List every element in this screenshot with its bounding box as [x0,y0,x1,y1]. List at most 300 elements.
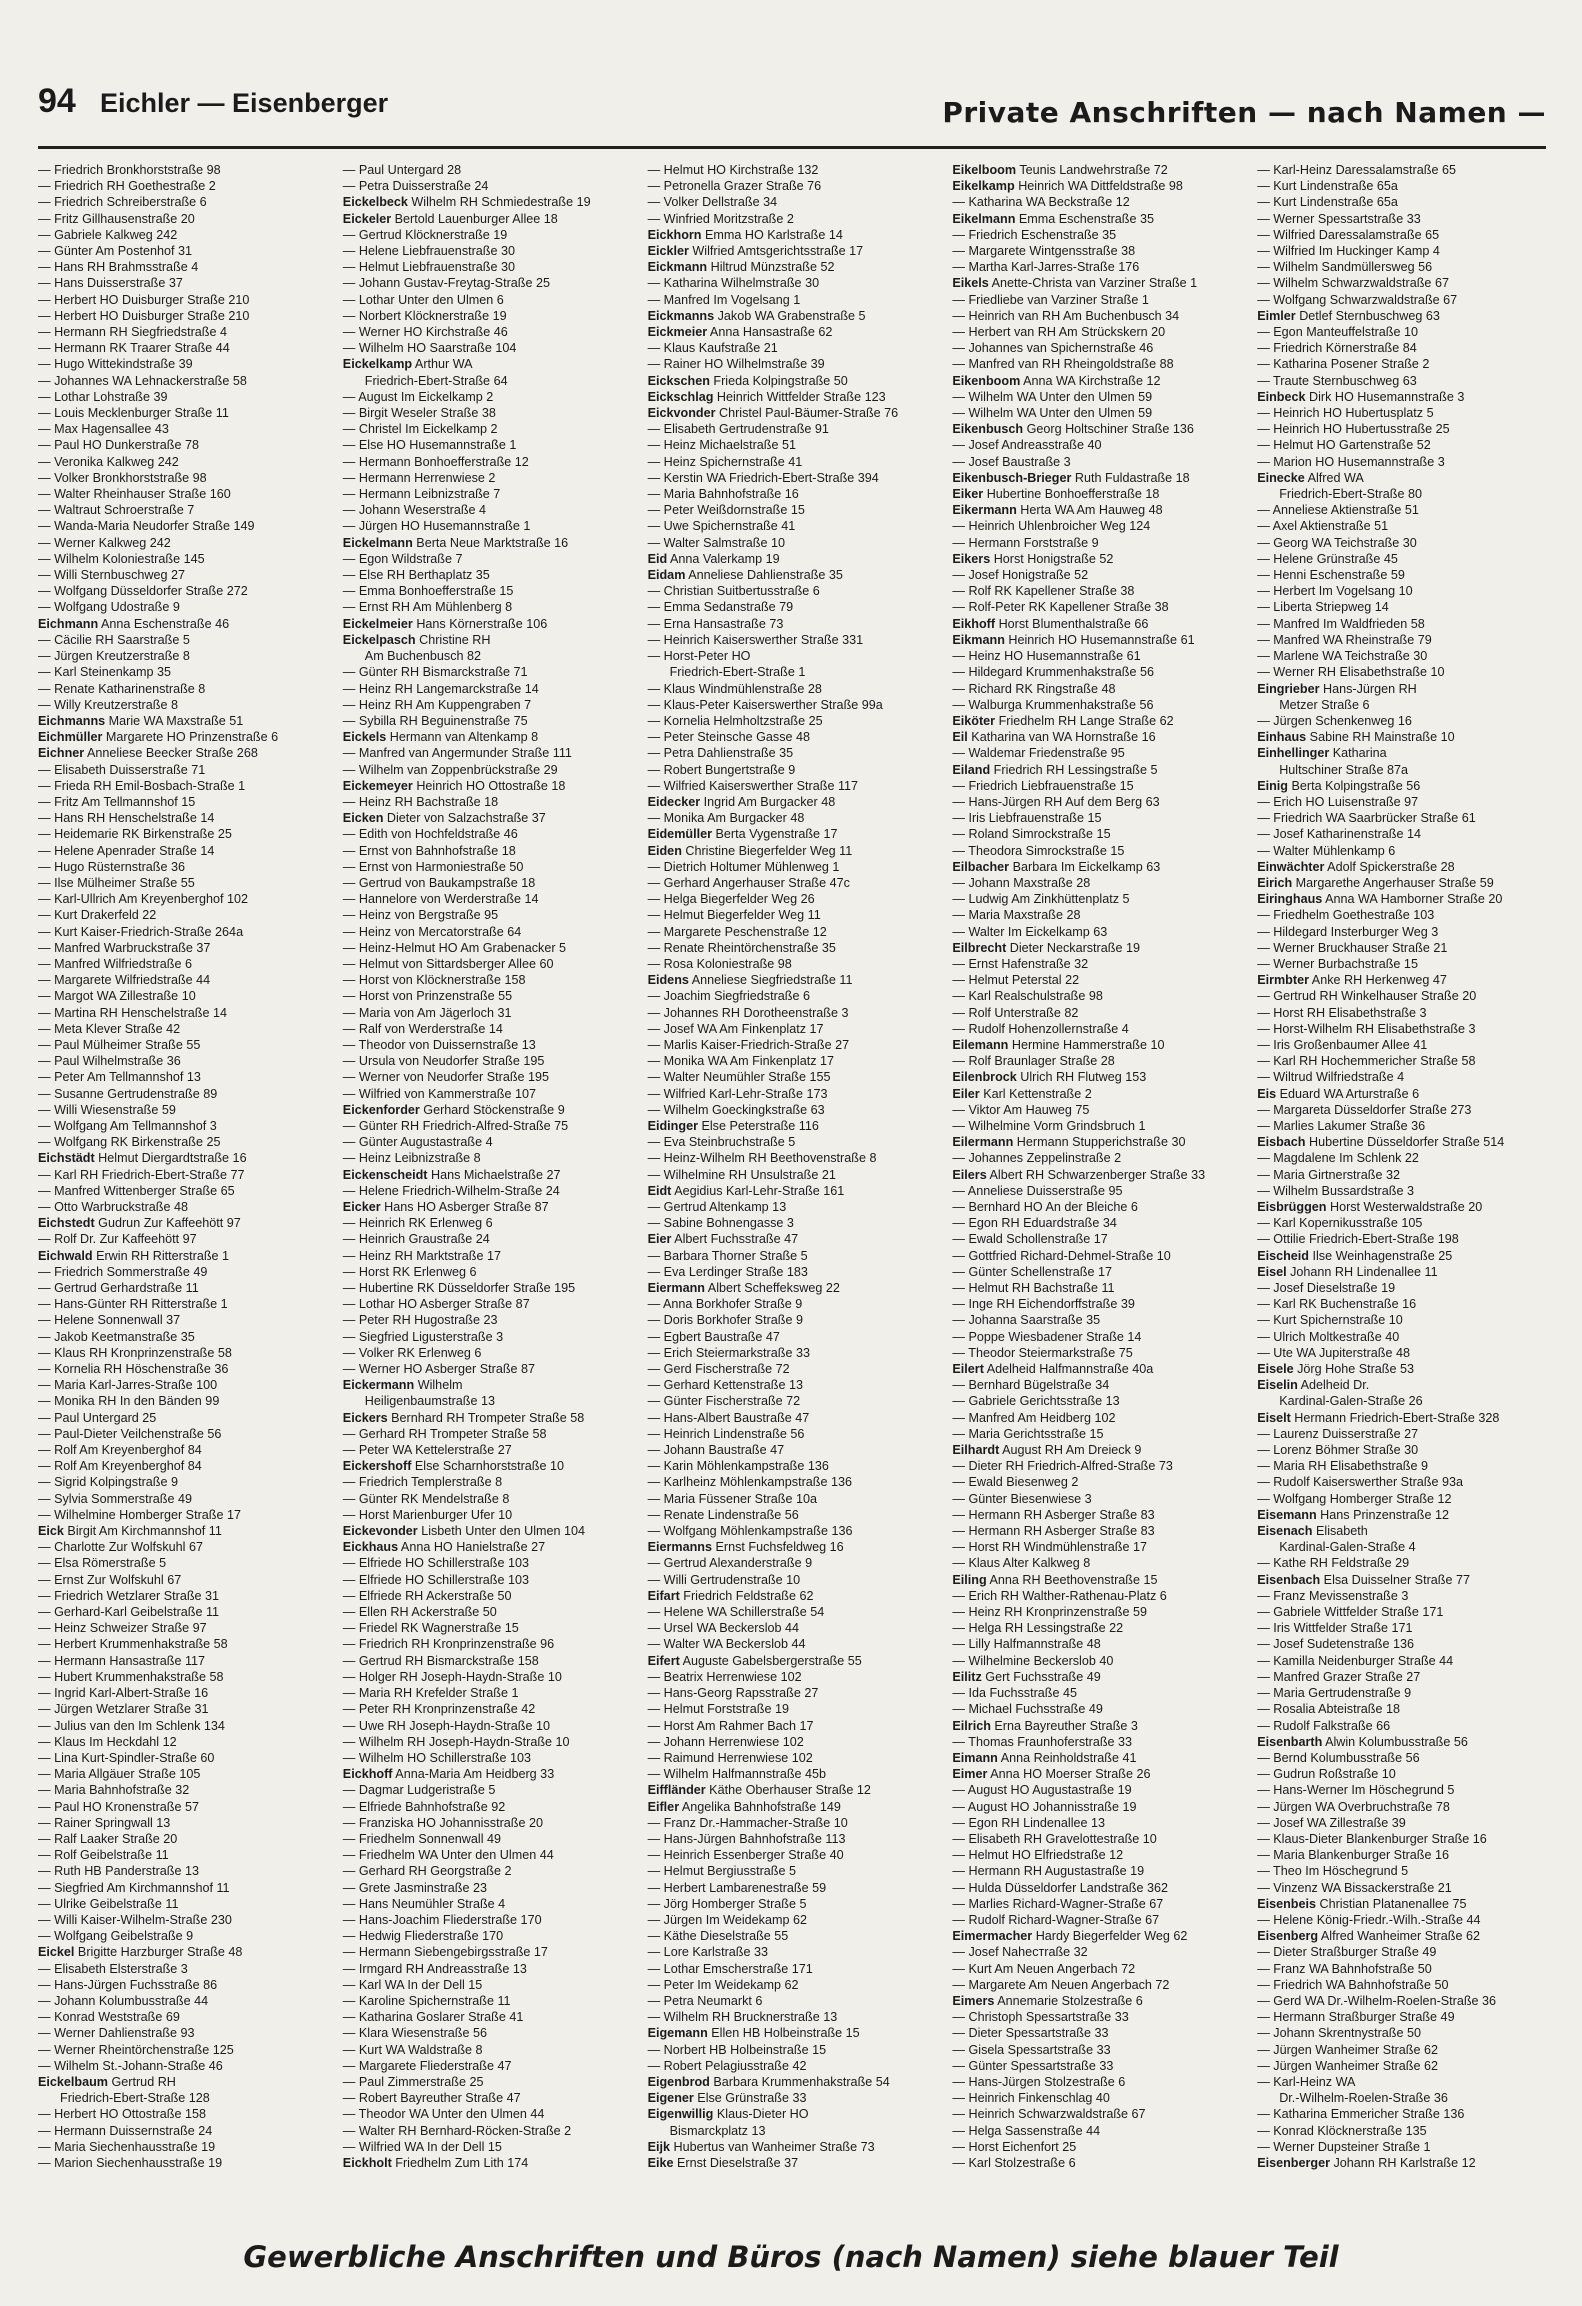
directory-entry: — Maria Blankenburger Straße 16 [1257,1848,1449,1863]
directory-entry: — Friedliebe van Varziner Straße 1 [952,292,1149,307]
surname-entry: Eickelpasch Christine RH [342,632,491,647]
directory-entry: — Norbert HB Holbeinstraße 15 [647,2042,827,2057]
directory-entry: — Charlotte Zur Wolfskuhl 67 [38,1540,203,1555]
directory-entry: — Friedrich Sommerstraße 49 [38,1264,208,1279]
directory-entry: — Josef Dieselstraße 19 [1257,1281,1396,1296]
directory-entry: — Heinrich HO Hubertusplatz 5 [1257,406,1434,421]
directory-entry: — Hermann Siebengebirgsstraße 17 [342,1945,548,1960]
directory-entry: — Friedhelm Goethestraße 103 [1257,908,1435,923]
directory-entry: — Hermann Duissernstraße 24 [38,2123,213,2138]
directory-entry: — Eva Steinbruchstraße 5 [647,1135,796,1150]
directory-entry: — Christel Im Eickelkamp 2 [342,422,498,437]
directory-entry: — Kerstin WA Friedrich-Ebert-Straße 394 [647,470,879,485]
directory-entry: — Johanna Saarstraße 35 [952,1313,1101,1328]
directory-entry: — Herbert HO Duisburger Straße 210 [38,292,250,307]
surname-entry: Eifler Angelika Bahnhofstraße 149 [647,1799,841,1814]
directory-entry: — Marion HO Husemannstraße 3 [1257,454,1445,469]
surname-entry: Eigenbrod Barbara Krummenhakstraße 54 [647,2074,890,2089]
directory-entry: — Monika WA Am Finkenplatz 17 [647,1054,835,1069]
directory-entry: — Horst von Prinzenstraße 55 [342,989,513,1004]
directory-entry: — Johann Maxstraße 28 [952,875,1091,890]
surname-entry: Eikelkamp Heinrich WA Dittfeldstraße 98 [952,179,1183,194]
directory-entry: — Ida Fuchsstraße 45 [952,1686,1077,1701]
directory-entry: — Hermann RH Augustastraße 19 [952,1864,1145,1879]
directory-entry: — Holger RH Joseph-Haydn-Straße 10 [342,1669,562,1684]
surname: Eiringhaus [1257,892,1323,907]
directory-entry: — Gertrud RH Bismarckstraße 158 [342,1653,539,1668]
directory-entry: — Werner Kalkweg 242 [38,535,171,550]
surname: Eikmann [952,632,1005,647]
directory-entry: — Richard RK Ringstraße 48 [952,681,1116,696]
surname-entry: Eickmeier Anna Hansastraße 62 [647,325,833,340]
directory-entry: — Egon RH Lindenallee 13 [952,1815,1106,1830]
directory-entry: — Johannes Zeppelinstraße 2 [952,1151,1122,1166]
surname: Eiermanns [647,1540,712,1555]
directory-entry: — Gertrud Klöcknerstraße 19 [342,227,508,242]
directory-entry: — Edith von Hochfeldstraße 46 [342,827,518,842]
directory-entry: — Paul Wilhelmstraße 36 [38,1054,181,1069]
directory-entry: — Volker RK Erlenweg 6 [342,1345,482,1360]
directory-entry: — Gerhard Angerhauser Straße 47c [647,875,850,890]
directory-entry: — Klara Wiesenstraße 56 [342,2026,487,2041]
directory-entry: — August HO Johannisstraße 19 [952,1799,1137,1814]
surname-entry: Eichmanns Marie WA Maxstraße 51 [38,713,244,728]
directory-entry: — Werner Dahlienstraße 93 [38,2026,195,2041]
directory-entry: — Horst Eichenfort 25 [952,2139,1077,2154]
directory-entry: — Hans-Günter RH Ritterstraße 1 [38,1297,228,1312]
directory-entry: — Peter Im Weidekamp 62 [647,1977,799,1992]
directory-entry: — Egon Manteuffelstraße 10 [1257,325,1418,340]
directory-entry: — Waldemar Friedenstraße 95 [952,746,1125,761]
directory-entry: — Paul Zimmerstraße 25 [342,2074,484,2089]
surname: Eickelmeier [342,616,413,631]
directory-entry: — Monika RH In den Bänden 99 [38,1394,220,1409]
directory-entry: — Hugo Rüsternstraße 36 [38,859,185,874]
surname: Eimermacher [952,1929,1033,1944]
directory-entry: — Margarete Fliederstraße 47 [342,2058,512,2073]
directory-entry: — Manfred van RH Rheingoldstraße 88 [952,357,1174,372]
directory-entry: — Renate Katharinenstraße 8 [38,681,206,696]
directory-entry: — Karl-Heinz Daressalamstraße 65 [1257,163,1456,177]
surname-entry: Eiffländer Käthe Oberhauser Straße 12 [647,1783,871,1798]
directory-entry: — Jürgen Im Weidekamp 62 [647,1912,807,1927]
directory-entry: — Wilfried Karl-Lehr-Straße 173 [647,1086,828,1101]
directory-entry: — Robert Bungertstraße 9 [647,762,796,777]
directory-entry: — Wolfgang Möhlenkampstraße 136 [647,1524,853,1539]
surname: Eickmanns [647,308,715,323]
surname-entry: Eikermann Herta WA Am Hauweg 48 [952,503,1163,518]
directory-entry: — Max Hagensallee 43 [38,422,169,437]
directory-entry: — Gerhard Kettenstraße 13 [647,1378,803,1393]
surname-entry: Eickmanns Jakob WA Grabenstraße 5 [647,308,866,323]
directory-entry: — Hermann Straßburger Straße 49 [1257,2010,1455,2025]
directory-entry: — Friedrich Schreiberstraße 6 [38,195,207,210]
directory-entry: — Willi Sternbuschweg 27 [38,568,185,583]
directory-entry: — Gerhard RH Georgstraße 2 [342,1864,512,1879]
surname-entry: Eichwald Erwin RH Ritterstraße 1 [38,1248,230,1263]
surname-entry: Eickenforder Gerhard Stöckenstraße 9 [342,1102,565,1117]
surname: Eikels [952,276,989,291]
surname-entry: Eikenbusch-Brieger Ruth Fuldastraße 18 [952,470,1190,485]
directory-entry: — Horst-Wilhelm RH Elisabethstraße 3 [1257,1021,1476,1036]
directory-entry: — Poppe Wiesbadener Straße 14 [952,1329,1142,1344]
surname-entry: Eirich Margarethe Angerhauser Straße 59 [1257,875,1494,890]
surname: Eicken [342,811,384,826]
directory-entry: — Günter RH Friedrich-Alfred-Straße 75 [342,1118,569,1133]
surname-entry: Eiermanns Ernst Fuchsfeldweg 16 [647,1540,844,1555]
directory-entry: — Rolf Dr. Zur Kaffeehött 97 [38,1232,197,1247]
surname: Eid [647,551,668,566]
entry-continuation: Dr.-Wilhelm-Roelen-Straße 36 [1279,2091,1448,2106]
directory-entry: — Jürgen Schenkenweg 16 [1257,713,1412,728]
page-header [38,82,1546,138]
surname-entry: Einhellinger Katharina [1257,746,1387,761]
surname: Eiling [952,1572,987,1587]
directory-entry: — Katharina Goslarer Straße 41 [342,2010,524,2025]
directory-entry: — Gertrud von Baukampstraße 18 [342,875,536,890]
directory-entry: — Friedhelm Sonnenwall 49 [342,1831,501,1846]
directory-entry: — Ursel WA Beckerslob 44 [647,1621,800,1636]
directory-entry: — Theodor von Duissernstraße 13 [342,1037,536,1052]
directory-entry: — Rosalia Abteistraße 18 [1257,1702,1400,1717]
surname: Eickler [647,244,689,259]
directory-entry: — Roland Simrockstraße 15 [952,827,1111,842]
directory-entry: — Johannes WA Lehnackerstraße 58 [38,373,247,388]
surname: Eickhorn [647,227,702,242]
surname: Eischeid [1257,1248,1309,1263]
directory-entry: — Horst-Peter HO [647,649,751,664]
directory-entry: — Manfred Im Waldfrieden 58 [1257,616,1425,631]
header-section-title: Private Anschriften — nach Namen — [942,96,1546,129]
directory-entry: — Friedrich Wetzlarer Straße 31 [38,1588,220,1603]
directory-entry: — Katharina Posener Straße 2 [1257,357,1430,372]
directory-entry: — Helene Apenrader Straße 14 [38,843,215,858]
directory-entry: — Margareta Düsseldorfer Straße 273 [1257,1102,1472,1117]
directory-entry: — Heinz Spichernstraße 41 [647,454,803,469]
directory-entry: — Dagmar Ludgeristraße 5 [342,1783,496,1798]
surname: Eikenbusch [952,422,1024,437]
directory-entry: — Kurt Lindenstraße 65a [1257,179,1398,194]
directory-entry: — Margot WA Zillestraße 10 [38,989,196,1004]
directory-entry: — Theodor WA Unter den Ulmen 44 [342,2107,545,2122]
directory-entry: — Gerd WA Dr.-Wilhelm-Roelen-Straße 36 [1257,1993,1497,2008]
directory-entry: — Winfried Moritzstraße 2 [647,211,794,226]
surname-entry: Eifart Friedrich Feldstraße 62 [647,1588,814,1603]
surname-entry: Eigemann Ellen HB Holbeinstraße 15 [647,2026,860,2041]
page-number: 94 [38,82,76,120]
surname: Eickermann [342,1378,415,1393]
directory-entry: — Kurt WA Waldstraße 8 [342,2042,483,2057]
directory-entry: — Margarete Wilfriedstraße 44 [38,973,211,988]
directory-entry: — Ernst von Harmoniestraße 50 [342,859,524,874]
directory-entry: — Konrad Weststraße 69 [38,2010,180,2025]
directory-entry: — Heinrich Finkenschlag 40 [952,2091,1110,2106]
surname-entry: Eickvonder Christel Paul-Bäumer-Straße 76 [647,406,899,421]
directory-entry: — Anna Borkhofer Straße 9 [647,1297,803,1312]
surname-entry: Eicker Hans HO Asberger Straße 87 [342,1200,549,1214]
surname-entry: Eickel Brigitte Harzburger Straße 48 [38,1945,243,1960]
directory-entry: — Else RH Berthaplatz 35 [342,568,490,583]
directory-entry: — Maria Gerichtsstraße 15 [952,1426,1104,1441]
surname: Eil [952,730,968,745]
surname: Eickholt [342,2155,392,2170]
directory-entry: — Laurenz Duisserstraße 27 [1257,1426,1419,1441]
surname: Eisele [1257,1362,1294,1377]
surname-entry: Eilrich Erna Bayreuther Straße 3 [952,1718,1138,1733]
surname-entry: Eirmbter Anke RH Herkenweg 47 [1257,973,1447,988]
directory-entry: — Lorenz Böhmer Straße 30 [1257,1443,1419,1458]
directory-entry: — Horst RH Elisabethstraße 3 [1257,1005,1427,1020]
directory-entry: — Maria von Am Jägerloch 31 [342,1005,512,1020]
directory-entry: — Wiltrud Wilfriedstraße 4 [1257,1070,1405,1085]
directory-entry: — Gertrud RH Winkelhauser Straße 20 [1257,989,1477,1004]
directory-entry: — Iris Großenbaumer Allee 41 [1257,1037,1428,1052]
surname-entry: Einwächter Adolf Spickerstraße 28 [1257,859,1455,874]
directory-entry: — Manfred Im Vogelsang 1 [647,292,801,307]
surname: Eier [647,1232,672,1247]
directory-entry: — Gabriele Gerichtsstraße 13 [952,1394,1120,1409]
surname: Eickenscheidt [342,1167,428,1182]
directory-entry: — Helene WA Schillerstraße 54 [647,1605,825,1620]
directory-entry: — Ottilie Friedrich-Ebert-Straße 198 [1257,1232,1459,1247]
directory-entry: — Ernst von Bahnhofstraße 18 [342,843,516,858]
surname: Eiselin [1257,1378,1298,1393]
directory-entry: — Werner Dupsteiner Straße 1 [1257,2139,1431,2154]
directory-entry: — Katharina Emmericher Straße 136 [1257,2107,1465,2122]
surname-entry: Eickelkamp Arthur WA [342,357,473,372]
surname-entry: Eidemüller Berta Vygenstraße 17 [647,827,838,842]
directory-entry: — Friedhelm WA Unter den Ulmen 44 [342,1848,554,1863]
surname: Eidt [647,1183,672,1198]
surname: Eickvonder [647,406,716,421]
directory-entry: — Wilfried Kaiserswerther Straße 117 [647,778,859,793]
directory-entry: — Heinz HO Husemannstraße 61 [952,649,1141,664]
directory-entry: — Hans-Georg Rapsstraße 27 [647,1686,819,1701]
directory-entry: — Ernst Zur Wolfskuhl 67 [38,1572,182,1587]
directory-entry: — Friedrich WA Saarbrücker Straße 61 [1257,811,1476,826]
directory-entry: — Wolfgang Udostraße 9 [38,600,180,615]
directory-entry: — Josef WA Am Finkenplatz 17 [647,1021,824,1036]
directory-entry: — Wilhelm Goeckingkstraße 63 [647,1102,825,1117]
surname: Eickenforder [342,1102,420,1117]
directory-entry: — Klaus Alter Kalkweg 8 [952,1556,1091,1571]
directory-entry: — Martina RH Henschelstraße 14 [38,1005,227,1020]
directory-entry: — Hedwig Fliederstraße 170 [342,1929,504,1944]
directory-column-5 [1257,162,1546,2171]
directory-entry: — Renate Lindenstraße 56 [647,1507,799,1522]
surname-entry: Eichmann Anna Eschenstraße 46 [38,616,230,631]
surname: Eickschen [647,373,710,388]
directory-entry: — Ernst RH Am Mühlenberg 8 [342,600,513,615]
directory-entry: — Veronika Kalkweg 242 [38,454,179,469]
directory-entry: — Wolfgang Düsseldorfer Straße 272 [38,584,248,599]
directory-entry: — Erna Hansastraße 73 [647,616,784,631]
directory-entry: — Ulrike Geibelstraße 11 [38,1896,179,1911]
directory-entry: — Anneliese Duisserstraße 95 [952,1183,1123,1198]
directory-entry: — Wilhelmine Homberger Straße 17 [38,1507,241,1522]
directory-entry: — Sabine Bohnengasse 3 [647,1216,794,1231]
directory-entry: — Paul-Dieter Veilchenstraße 56 [38,1426,222,1441]
surname: Eilenbrock [952,1070,1017,1085]
directory-entry: — Ernst Hafenstraße 32 [952,956,1089,971]
surname: Eiffländer [647,1783,706,1798]
surname-entry: Eilemann Hermine Hammerstraße 10 [952,1037,1165,1052]
surname-entry: Eikenbusch Georg Holtschiner Straße 136 [952,422,1194,437]
directory-entry: — Wilhelmine Beckerslob 40 [952,1653,1114,1668]
directory-entry: — Hans Neumühler Straße 4 [342,1896,506,1911]
surname: Eifart [647,1588,680,1603]
directory-entry: — Vinzenz WA Bissackerstraße 21 [1257,1880,1452,1895]
directory-entry: — Maria Bahnhofstraße 32 [38,1783,190,1798]
directory-entry: — Elfriede RH Ackerstraße 50 [342,1588,512,1603]
directory-entry: — Herbert HO Duisburger Straße 210 [38,308,250,323]
directory-entry: — Klaus RH Kronprinzenstraße 58 [38,1345,232,1360]
surname-entry: Eifert Auguste Gabelsbergerstraße 55 [647,1653,862,1668]
surname: Eilert [952,1362,984,1377]
directory-entry: — Elisabeth Gertrudenstraße 91 [647,422,829,437]
directory-entry: — Raimund Herrenwiese 102 [647,1750,813,1765]
directory-entry: — Paul Mülheimer Straße 55 [38,1037,201,1052]
directory-entry: — Margarete Peschenstraße 12 [647,924,827,939]
directory-entry: — Franz Mevissenstraße 3 [1257,1588,1409,1603]
surname-entry: Eickels Hermann van Altenkamp 8 [342,730,539,745]
surname-entry: Eisenbach Elsa Duisselner Straße 77 [1257,1572,1470,1587]
surname: Eickelbaum [38,2074,108,2089]
directory-entry: — Manfred Grazer Straße 27 [1257,1669,1421,1684]
directory-entry: — Willi Wiesenstraße 59 [38,1102,176,1117]
directory-entry: — Uwe RH Joseph-Haydn-Straße 10 [342,1718,550,1733]
directory-entry: — Klaus-Peter Kaiserswerther Straße 99a [647,697,883,712]
directory-entry: — Hermann Bonhoefferstraße 12 [342,454,529,469]
directory-entry: — Gertrud Gerhardstraße 11 [38,1281,199,1296]
directory-entry: — Erich HO Luisenstraße 97 [1257,794,1419,809]
directory-entry: — Irmgard RH Andreasstraße 13 [342,1961,527,1976]
surname-entry: Eickelmann Berta Neue Marktstraße 16 [342,535,569,550]
entry-continuation: Friedrich-Ebert-Straße 80 [1279,487,1422,502]
surname-entry: Eidinger Else Peterstraße 116 [647,1118,819,1133]
surname-entry: Eier Albert Fuchsstraße 47 [647,1232,799,1247]
directory-entry: — Petra Neumarkt 6 [647,1993,763,2008]
directory-entry: — Waltraut Schroerstraße 7 [38,503,195,518]
directory-entry: — Karin Möhlenkampstraße 136 [647,1459,829,1474]
directory-entry: — Theo Im Höschegrund 5 [1257,1864,1409,1879]
directory-entry: — Hans-Jürgen RH Auf dem Berg 63 [952,794,1160,809]
directory-entry: — Wolfgang Am Tellmannshof 3 [38,1118,217,1133]
directory-entry: — Rainer Springwall 13 [38,1815,171,1830]
surname-entry: Eidecker Ingrid Am Burgacker 48 [647,794,836,809]
directory-entry: — Lore Karlstraße 33 [647,1945,768,1960]
directory-entry: — Hans Duisserstraße 37 [38,276,183,291]
directory-column-1 [38,162,327,2171]
directory-entry: — Josef Naheстraße 32 [952,1945,1088,1960]
directory-entry: — Emma Sedanstraße 79 [647,600,794,615]
surname-entry: Eiden Christine Biegerfelder Weg 11 [647,843,853,858]
directory-entry: — Theodora Simrockstraße 15 [952,843,1125,858]
directory-entry: — Friedrich Körnerstraße 84 [1257,341,1417,356]
surname-entry: Eischeid Ilse Weinhagenstraße 25 [1257,1248,1453,1263]
directory-entry: — Hans RH Brahmsstraße 4 [38,260,199,275]
directory-entry: — Maria Füssener Straße 10a [647,1491,817,1506]
directory-entry: — Egbert Baustraße 47 [647,1329,780,1344]
directory-entry: — Maria Gertrudenstraße 9 [1257,1686,1412,1701]
surname-entry: Eickeler Bertold Lauenburger Allee 18 [342,211,558,226]
directory-entry: — Sylvia Sommerstraße 49 [38,1491,192,1506]
directory-entry: — Rolf Geibelstraße 11 [38,1848,169,1863]
directory-entry: — Elfriede HO Schillerstraße 103 [342,1572,529,1587]
directory-entry: — Heinrich Schwarzwaldstraße 67 [952,2107,1146,2122]
directory-entry: — Josef Baustraße 3 [952,454,1071,469]
surname: Einecke [1257,470,1305,485]
surname: Eimler [1257,308,1296,323]
surname: Eickeler [342,211,392,226]
surname: Eikelmann [952,211,1016,226]
surname-entry: Eickhoff Anna-Maria Am Heidberg 33 [342,1767,555,1782]
directory-entry: — Gabriele Wittfelder Straße 171 [1257,1605,1444,1620]
directory-entry: — Peter RH Hugostraße 23 [342,1313,498,1328]
directory-entry: — Karl RK Buchenstraße 16 [1257,1297,1417,1312]
surname: Eikelboom [952,163,1017,177]
surname-entry: Eickschlag Heinrich Wittfelder Straße 123 [647,389,886,404]
directory-entry: — Wilhelm WA Unter den Ulmen 59 [952,389,1153,404]
header-rule [38,146,1546,149]
directory-entry: — Walter Salmstraße 10 [647,535,785,550]
surname: Eigener [647,2091,694,2106]
directory-entry: — Rolf Braunlager Straße 28 [952,1054,1115,1069]
directory-entry: — Robert Pelagiusstraße 42 [647,2058,807,2073]
directory-entry: — Günter Am Postenhof 31 [38,244,193,259]
directory-entry: — Heinrich Graustraße 24 [342,1232,490,1247]
surname-entry: Eiermann Albert Scheffeksweg 22 [647,1281,840,1296]
directory-entry: — Johann Herrenwiese 102 [647,1734,804,1749]
directory-entry: — Franz WA Bahnhofstraße 50 [1257,1961,1432,1976]
directory-entry: — Marlies Richard-Wagner-Straße 67 [952,1896,1164,1911]
directory-entry: — Jürgen HO Husemannstraße 1 [342,519,531,534]
directory-entry: — Sybilla RH Beguinenstraße 75 [342,713,528,728]
surname: Eisenberger [1257,2155,1330,2170]
surname: Eigemann [647,2026,708,2041]
directory-entry: — Ralf von Werderstraße 14 [342,1021,503,1036]
directory-entry: — Kornelia Helmholtzstraße 25 [647,713,823,728]
directory-entry: — Marlis Kaiser-Friedrich-Straße 27 [647,1037,850,1052]
directory-entry: — Josef Andreasstraße 40 [952,438,1102,453]
surname-entry: Eimer Anna HO Moerser Straße 26 [952,1767,1151,1782]
entry-continuation: Friedrich-Ebert-Straße 64 [364,373,508,388]
surname-entry: Eisel Johann RH Lindenallee 11 [1257,1264,1438,1279]
directory-entry: — Walter Rheinhauser Straße 160 [38,487,231,502]
surname-entry: Eiling Anna RH Beethovenstraße 15 [952,1572,1158,1587]
directory-entry: — Doris Borkhofer Straße 9 [647,1313,803,1328]
surname: Eisenach [1257,1524,1313,1539]
directory-entry: — Heinz-Wilhelm RH Beethovenstraße 8 [647,1151,877,1166]
surname-entry: Eimermacher Hardy Biegerfelder Weg 62 [952,1929,1188,1944]
directory-entry: — Dieter Straßburger Straße 49 [1257,1945,1437,1960]
directory-entry: — Erich RH Walther-Rathenau-Platz 6 [952,1588,1167,1603]
surname-entry: Eigener Else Grünstraße 33 [647,2091,807,2106]
surname-entry: Eiker Hubertine Bonhoefferstraße 18 [952,487,1160,502]
directory-entry: — Peter RH Kronprinzenstraße 42 [342,1702,536,1717]
surname: Eickelmann [342,535,413,550]
directory-entry: — Manfred Wittenberger Straße 65 [38,1183,235,1198]
surname: Eickmann [647,260,708,275]
directory-entry: — Axel Aktienstraße 51 [1257,519,1389,534]
directory-entry: — Margarete Wintgensstraße 38 [952,244,1136,259]
directory-entry: — Johannes van Spichernstraße 46 [952,341,1154,356]
directory-entry: — Karoline Spichernstraße 11 [342,1993,511,2008]
surname-entry: Einhaus Sabine RH Mainstraße 10 [1257,730,1455,745]
surname-entry: Eickholt Friedhelm Zum Lith 174 [342,2155,529,2170]
directory-entry: — Jakob Keetmanstraße 35 [38,1329,195,1344]
directory-entry: — Ewald Schollenstraße 17 [952,1232,1108,1247]
